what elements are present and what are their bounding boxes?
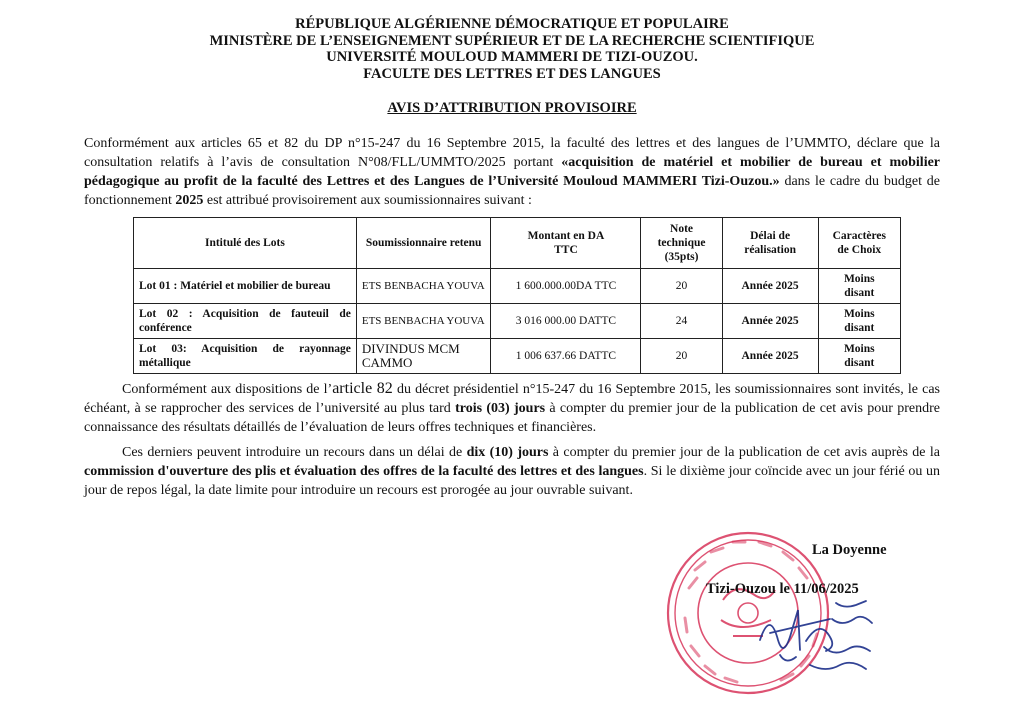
recours-text-3: . Si le dixième jour coïncide avec un jour férié ou un jour de repos légal, la date limite pour introduire un recours est prorogée au jour ouvrable suivant. <box>84 464 940 498</box>
consult-text-2: du décret présidentiel n°15-247 du 16 Septembre 2015, les soumissionnaires sont invités, le cas échéant, à se rapprocher des services de l’université au plus tard <box>84 382 940 416</box>
consult-text-1: Conformément aux dispositions de l’ <box>122 382 333 397</box>
recours-deadline: dix (10) jours <box>466 445 549 460</box>
header-ministry: MINISTÈRE DE L’ENSEIGNEMENT SUPÉRIEUR ET DE LA RECHERCHE SCIENTIFIQUE <box>209 32 815 49</box>
letterhead <box>0 16 1024 82</box>
header-university: UNIVERSITÉ MOULOUD MAMMERI DE TIZI-OUZOU. <box>326 49 698 65</box>
header-montant: Montant en DA TTC <box>491 218 641 269</box>
table-row <box>134 269 901 304</box>
cell-delai: Année 2025 <box>722 304 818 339</box>
header-faculty: FACULTE DES LETTRES ET DES LANGUES <box>363 65 661 82</box>
paragraph-recours <box>84 443 940 500</box>
cell-note: 20 <box>641 269 722 304</box>
cell-lot: Lot 02 : Acquisition de fauteuil de conférence <box>134 304 357 339</box>
cell-montant: 3 016 000.00 DATTC <box>491 304 641 339</box>
consult-deadline: trois (03) jours <box>455 401 546 416</box>
header-delai: Délai de réalisation <box>722 218 818 269</box>
intro-text-2: dans le cadre du budget de fonctionnement <box>84 174 941 208</box>
recours-text-1: Ces derniers peuvent introduire un recours dans un délai de <box>122 445 467 460</box>
cell-delai: Année 2025 <box>722 339 818 374</box>
header-note: Note technique (35pts) <box>641 218 722 269</box>
table-row <box>134 304 901 339</box>
header-lots: Intitulé des Lots <box>134 218 357 269</box>
cell-montant: 1 600.000.00DA TTC <box>491 269 641 304</box>
cell-delai: Année 2025 <box>722 269 818 304</box>
cell-montant: 1 006 637.66 DATTC <box>491 339 641 374</box>
cell-lot: Lot 03: Acquisition de rayonnage métallique <box>134 339 357 374</box>
signatory-role: La Doyenne <box>812 542 887 558</box>
intro-object: «acquisition de matériel et mobilier de bureau et mobilier pédagogique au profit de la faculté des Lettres et des Langues de l’Université Mouloud MAMMERI Tizi-Ouzou.» <box>84 155 941 189</box>
cell-soumissionnaire: ETS BENBACHA YOUVA <box>356 269 491 304</box>
intro-text-1: Conformément aux articles 65 et 82 du DP n°15-247 du 16 Septembre 2015, la faculté des lettres et des langues de l’UMMTO, déclare que la consultation relatifs à l’avis de consultation N°08/FLL/UMMTO/2025 portant <box>84 136 940 170</box>
consult-text-3: à compter du premier jour de la publication de cet avis pour prendre connaissance des résultats détaillés de l’évaluation de leurs offres techniques et financières. <box>84 401 940 435</box>
cell-choix: Moins disant <box>818 304 900 339</box>
table-row <box>134 339 901 374</box>
cell-note: 20 <box>641 339 722 374</box>
table-header-row <box>134 218 901 269</box>
header-soumissionnaire: Soumissionnaire retenu <box>356 218 491 269</box>
recours-commission: commission d'ouverture des plis et évaluation des offres de la faculté des lettres et des langues <box>84 464 644 479</box>
paragraph-consultation <box>84 379 940 437</box>
cell-lot: Lot 01 : Matériel et mobilier de bureau <box>134 269 357 304</box>
intro-year: 2025 <box>175 193 204 208</box>
cell-soumissionnaire: DIVINDUS MCM CAMMO <box>356 339 491 374</box>
cell-soumissionnaire: ETS BENBACHA YOUVA <box>356 304 491 339</box>
paragraph-intro <box>84 134 940 210</box>
document-title: AVIS D’ATTRIBUTION PROVISOIRE <box>387 100 637 116</box>
attribution-table <box>133 217 901 374</box>
recours-text-2: à compter du premier jour de la publication de cet avis auprès de la <box>548 445 940 460</box>
signature-place-date: Tizi-Ouzou le 11/06/2025 <box>706 581 859 597</box>
header-choix: Caractères de Choix <box>818 218 900 269</box>
cell-choix: Moins disant <box>818 269 900 304</box>
intro-text-3: est attribué provisoirement aux soumissionnaires suivant : <box>203 193 532 208</box>
cell-choix: Moins disant <box>818 339 900 374</box>
consult-article: article 82 <box>332 380 393 397</box>
handwritten-signature <box>740 585 890 685</box>
header-republic: RÉPUBLIQUE ALGÉRIENNE DÉMOCRATIQUE ET POPULAIRE <box>295 16 729 32</box>
cell-note: 24 <box>641 304 722 339</box>
